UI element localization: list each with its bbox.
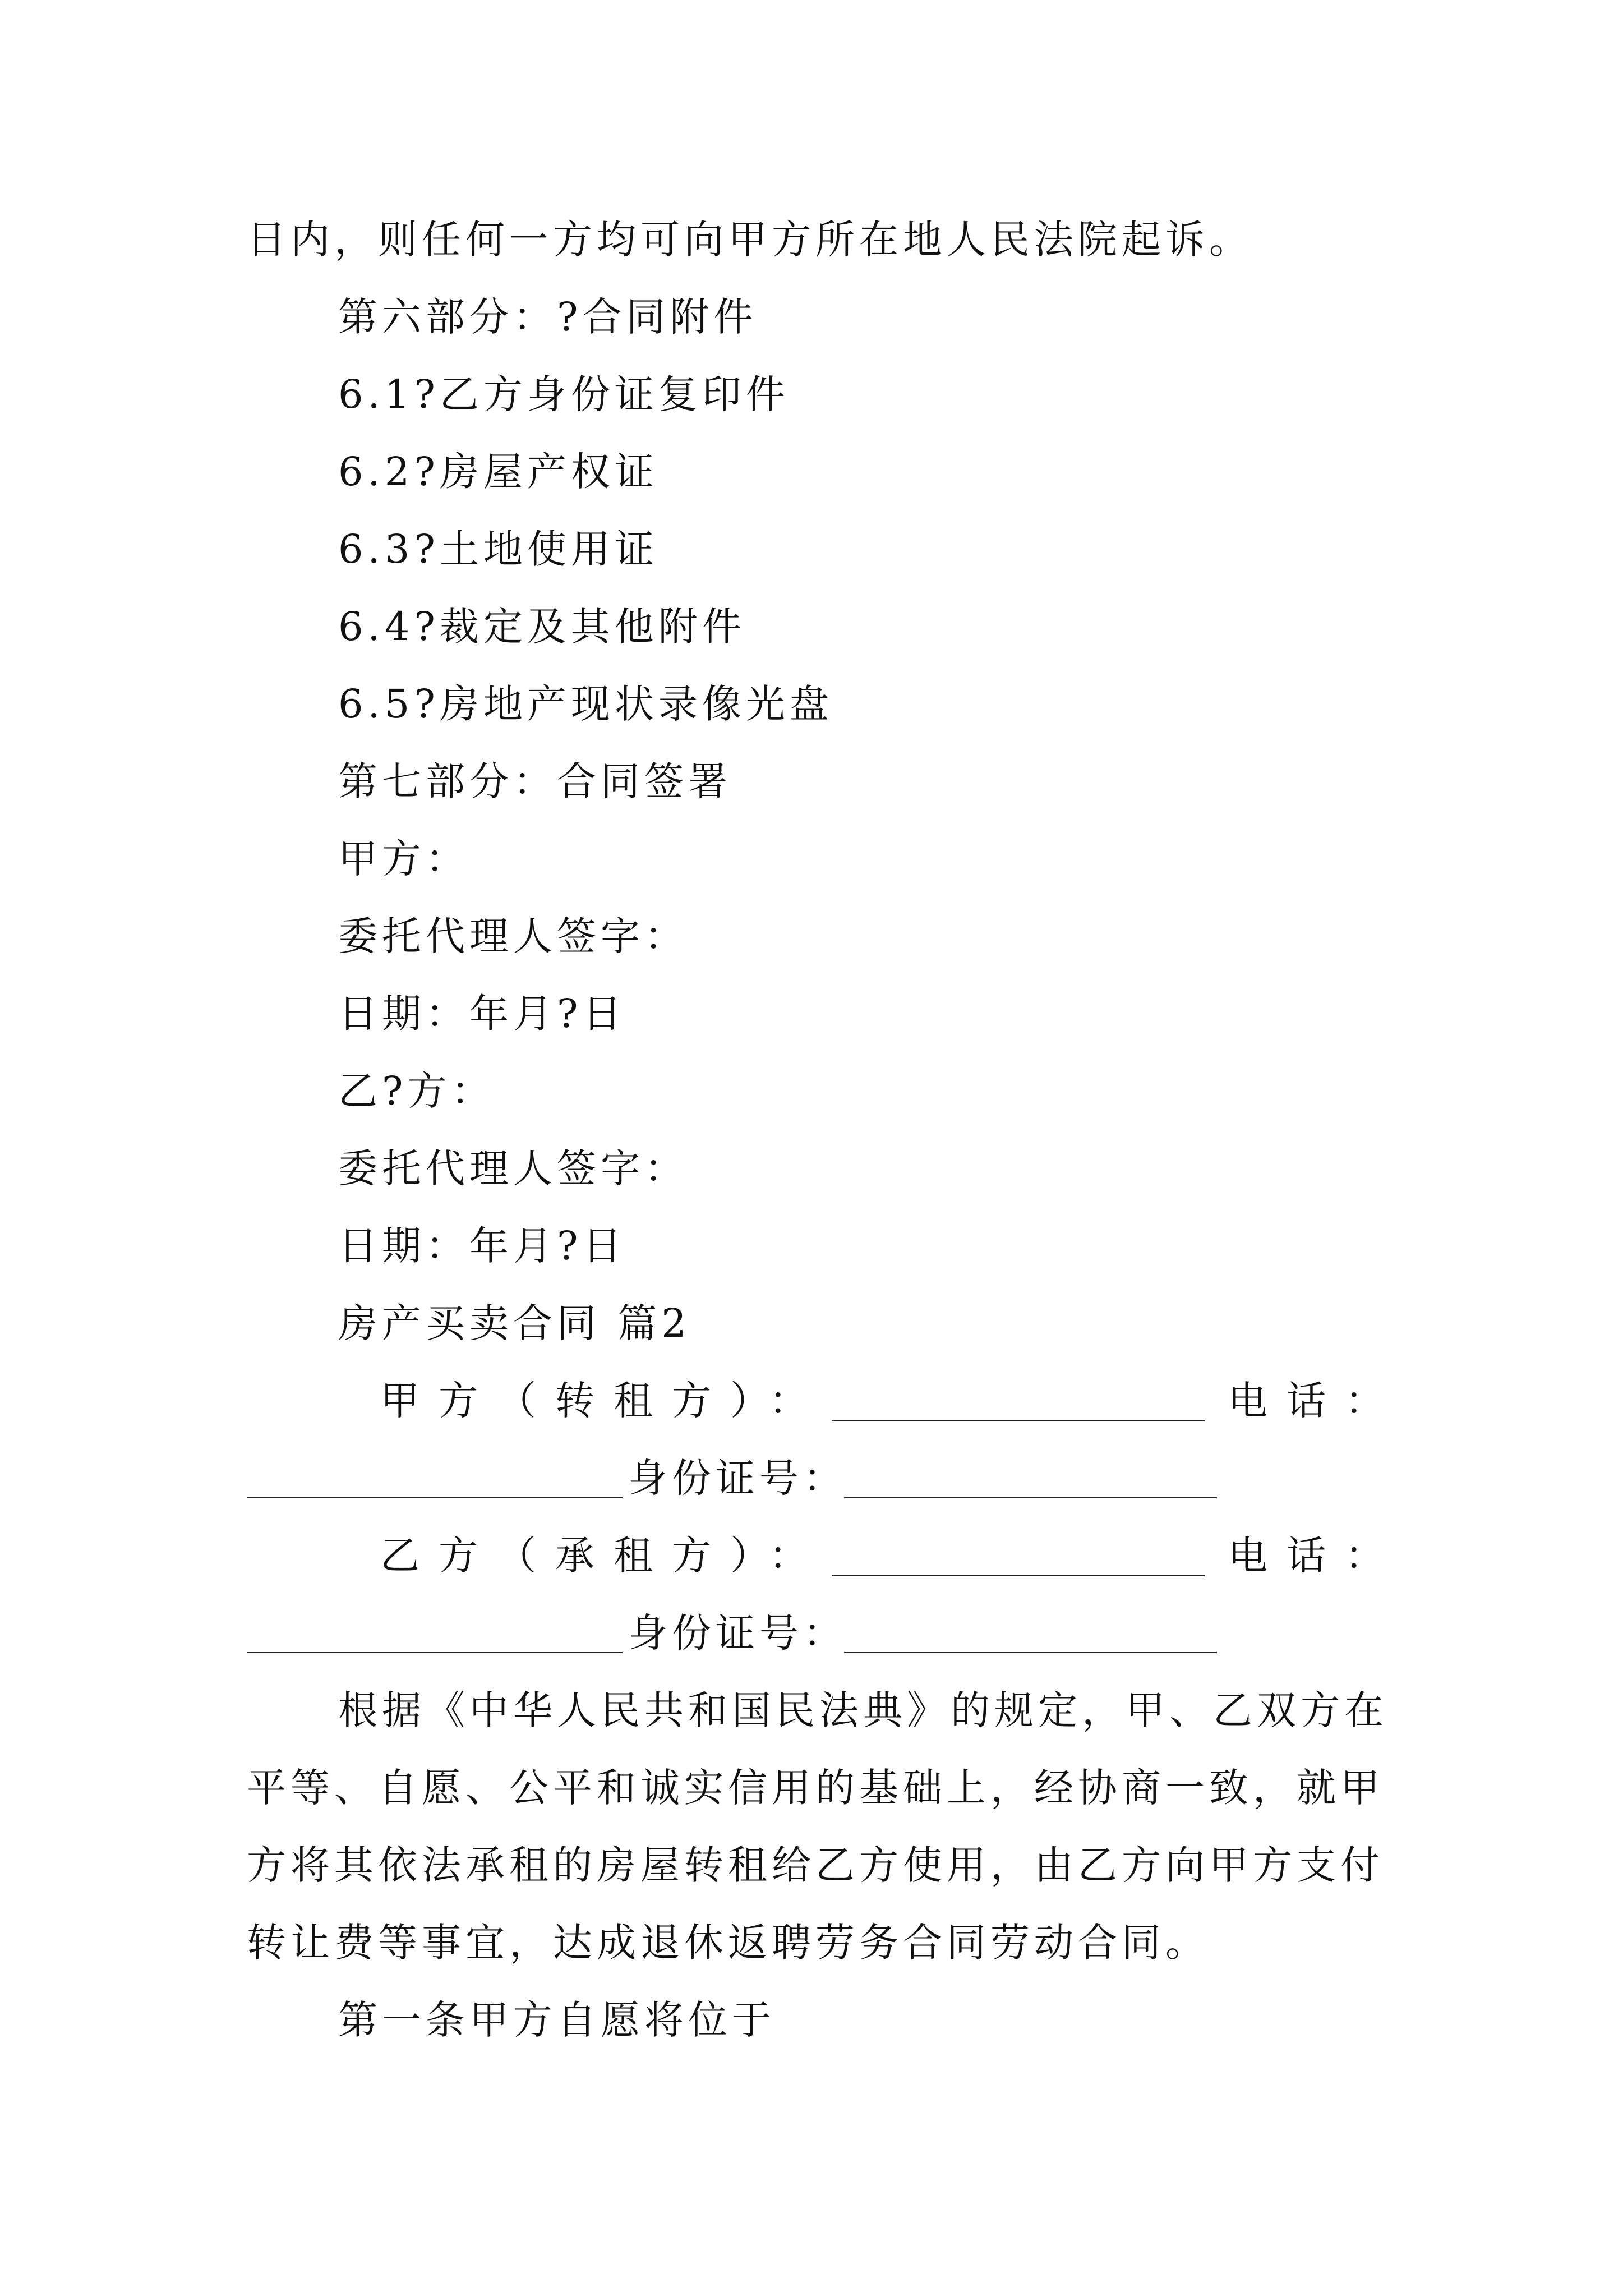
party-b-id-label: 身份证号： xyxy=(628,1610,847,1656)
article-heading: 第一条甲方自愿将位于 xyxy=(338,1997,776,2043)
party-b-id-blank xyxy=(844,1617,1217,1653)
list-item: 6.2?房屋产权证 xyxy=(338,449,658,495)
signature-label: 委托代理人签字： xyxy=(338,913,688,959)
section-heading: 第六部分：?合同附件 xyxy=(338,294,758,340)
party-a-name-blank xyxy=(832,1386,1205,1421)
signature-label: 委托代理人签字： xyxy=(338,1145,688,1191)
list-item: 6.5?房地产现状录像光盘 xyxy=(338,681,833,727)
section-heading: 第七部分：合同签署 xyxy=(338,758,732,804)
party-a-id-label: 身份证号： xyxy=(628,1455,847,1501)
paragraph-line: 根据《中华人民共和国民法典》的规定，甲、乙双方在 xyxy=(338,1687,1388,1733)
paragraph-line: 转让费等事宜，达成退休返聘劳务合同劳动合同。 xyxy=(247,1920,1209,1966)
date-label: 日期：年月?日 xyxy=(338,1223,626,1269)
paragraph-line: 方将其依法承租的房屋转租给乙方使用，由乙方向甲方支付 xyxy=(247,1842,1384,1888)
list-item: 6.4?裁定及其他附件 xyxy=(338,604,746,650)
list-item: 6.3?土地使用证 xyxy=(338,526,658,572)
party-a-id-blank xyxy=(844,1462,1217,1498)
party-a-phone-label: 电话： xyxy=(1228,1378,1403,1424)
date-label: 日期：年月?日 xyxy=(338,991,626,1037)
document-title: 房产买卖合同 篇2 xyxy=(338,1300,691,1346)
signature-label: 甲方： xyxy=(338,836,469,882)
party-b-phone-label: 电话： xyxy=(1228,1533,1403,1579)
signature-label: 乙?方： xyxy=(338,1068,495,1114)
paragraph-line: 平等、自愿、公平和诚实信用的基础上，经协商一致，就甲 xyxy=(247,1765,1384,1811)
party-b-name-blank xyxy=(832,1540,1205,1576)
party-a-phone-blank xyxy=(247,1462,623,1498)
party-b-label: 乙方（承租方）： xyxy=(380,1533,827,1579)
party-b-phone-blank xyxy=(247,1617,623,1653)
party-a-label: 甲方（转租方）： xyxy=(380,1378,827,1424)
text-line: 日内，则任何一方均可向甲方所在地人民法院起诉。 xyxy=(247,217,1253,263)
list-item: 6.1?乙方身份证复印件 xyxy=(338,371,790,417)
